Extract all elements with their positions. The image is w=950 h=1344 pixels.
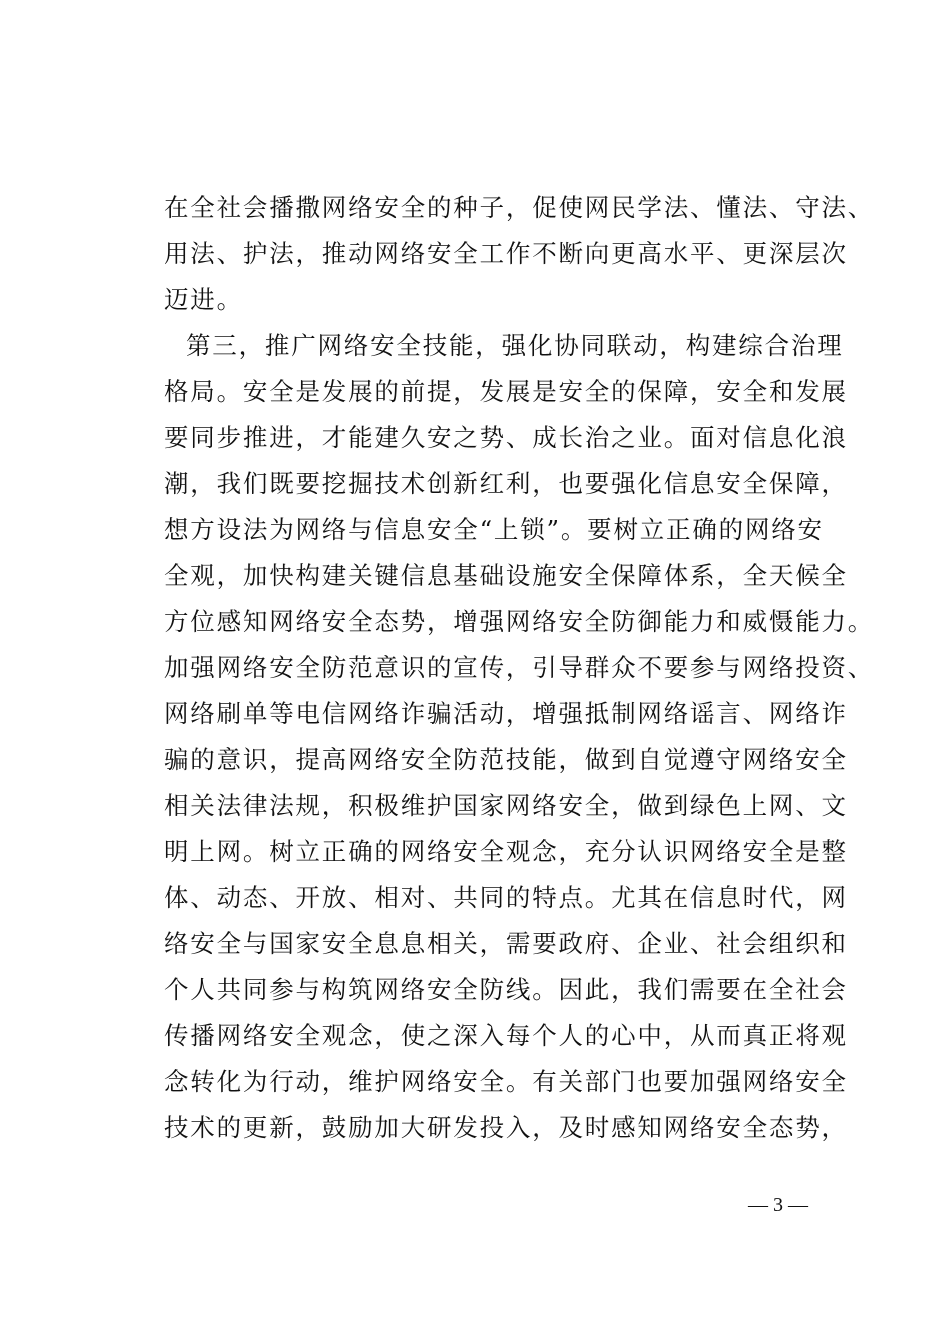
text-line: 想方设法为网络与信息安全“上锁”。要树立正确的网络安 — [164, 515, 824, 544]
text-line: 全观，加快构建关键信息基础设施安全保障体系，全天候全 — [164, 561, 848, 590]
text-line: 技术的更新，鼓励加大研发投入，及时感知网络安全态势， — [164, 1113, 848, 1142]
text-line: 骗的意识，提高网络安全防范技能，做到自觉遵守网络安全 — [164, 745, 848, 774]
text-line: 格局。安全是发展的前提，发展是安全的保障，安全和发展 — [164, 377, 848, 406]
text-line: 在全社会播撒网络安全的种子，促使网民学法、懂法、守法、 — [164, 193, 875, 222]
text-line: 个人共同参与构筑网络安全防线。因此，我们需要在全社会 — [164, 975, 848, 1004]
text-line: 要同步推进，才能建久安之势、成长治之业。面对信息化浪 — [164, 423, 848, 452]
text-line: 方位感知网络安全态势，增强网络安全防御能力和威慑能力。 — [164, 607, 875, 636]
paragraph-first-line: 第三，推广网络安全技能，强化协同联动，构建综合治理 — [186, 331, 844, 360]
text-line: 念转化为行动，维护网络安全。有关部门也要加强网络安全 — [164, 1067, 848, 1096]
text-line: 络安全与国家安全息息相关，需要政府、企业、社会组织和 — [164, 929, 848, 958]
text-line: 用法、护法，推动网络安全工作不断向更高水平、更深层次 — [164, 239, 848, 268]
text-line: 网络刷单等电信网络诈骗活动，增强抵制网络谣言、网络诈 — [164, 699, 848, 728]
text-line: 相关法律法规，积极维护国家网络安全，做到绿色上网、文 — [164, 791, 848, 820]
page-number: — 3 — — [748, 1194, 808, 1216]
text-line: 传播网络安全观念，使之深入每个人的心中，从而真正将观 — [164, 1021, 848, 1050]
text-line: 体、动态、开放、相对、共同的特点。尤其在信息时代，网 — [164, 883, 848, 912]
text-line: 迈进。 — [164, 285, 243, 314]
text-line: 明上网。树立正确的网络安全观念，充分认识网络安全是整 — [164, 837, 848, 866]
text-line: 潮，我们既要挖掘技术创新红利，也要强化信息安全保障， — [164, 469, 848, 498]
text-line: 加强网络安全防范意识的宣传，引导群众不要参与网络投资、 — [164, 653, 875, 682]
